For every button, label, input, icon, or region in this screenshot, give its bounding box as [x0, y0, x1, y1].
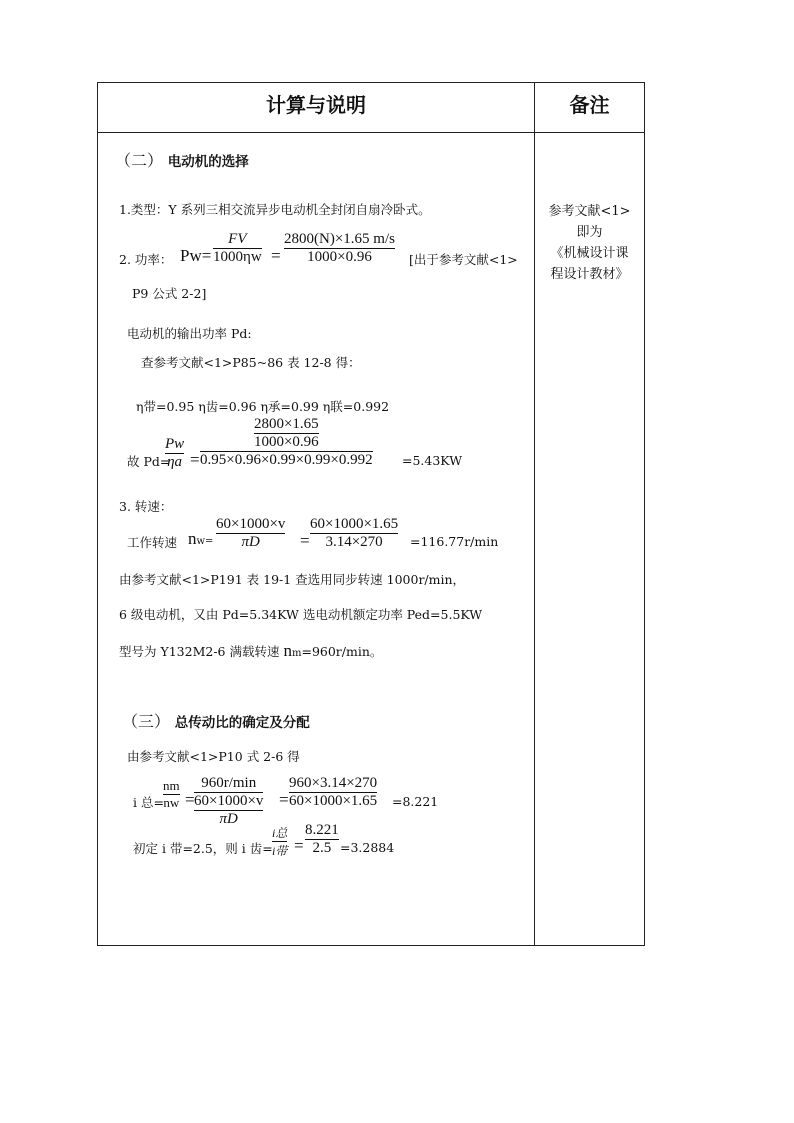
fraction-numerator: FV	[228, 231, 247, 247]
fraction-denominator: nw	[163, 795, 180, 810]
inner-fraction	[254, 416, 319, 451]
fraction-denominator: 60×1000×1.65	[289, 793, 378, 809]
fraction-i-values	[305, 822, 339, 857]
n-symbol: n	[188, 529, 197, 548]
i-total-label: i 总=	[133, 795, 164, 810]
inner-numerator: 2800×1.65	[253, 416, 319, 432]
equals-sign: =	[190, 450, 200, 469]
note-line: 参考文献<1>	[548, 204, 631, 219]
compound-denominator	[194, 793, 263, 828]
model-line	[119, 641, 382, 661]
ref-line: 由参考文献<1>P10 式 2-6 得	[127, 749, 300, 764]
fraction-denominator: ηa	[167, 454, 183, 470]
fraction-numerator: Pw	[165, 436, 185, 452]
model-suffix: =960r/min。	[301, 644, 383, 659]
equals-sign: =	[271, 246, 281, 265]
i-gear-result: =3.2884	[340, 840, 395, 855]
fraction-fv	[213, 231, 262, 266]
fraction-numerator: 960×3.14×270	[289, 775, 378, 791]
fraction-numerator: nm	[163, 778, 180, 793]
init-line: 初定 i 带=2.5，则 i 齿=	[133, 841, 273, 856]
source-ref-cont: P9 公式 2-2]	[132, 286, 207, 301]
fraction-nm-nw	[163, 778, 180, 811]
inner-denominator: πD	[194, 810, 263, 828]
fraction-ratio-values	[289, 775, 377, 810]
equals-sign: =	[185, 790, 195, 809]
pd-label: 电动机的输出功率 Pd:	[127, 326, 252, 341]
section-three-title	[122, 709, 310, 732]
pd-result: =5.43KW	[402, 453, 463, 468]
speed-title: 3. 转速：	[119, 499, 173, 514]
sync-line: 由参考文献<1>P191 表 19-1 查选用同步转速 1000r/min，	[119, 572, 466, 587]
n-symbol: n	[283, 641, 292, 660]
notes-cell	[535, 201, 644, 285]
equals-sign: =	[300, 531, 310, 550]
source-ref: [出于参考文献<1>	[409, 252, 518, 267]
fraction-pd	[165, 436, 184, 471]
fraction-pd-compound	[200, 416, 373, 469]
fraction-numerator: 8.221	[305, 822, 339, 838]
fraction-power	[284, 231, 395, 266]
fraction-denominator: 3.14×270	[325, 534, 383, 550]
fraction-numerator: 2800(N)×1.65 m/s	[284, 231, 395, 247]
efficiency-line: η带=0.95 η齿=0.96 η承=0.99 η联=0.992	[136, 399, 390, 414]
fraction-denominator: πD	[241, 534, 260, 550]
fraction-nw-values	[310, 516, 398, 551]
inner-numerator: 60×1000×v	[194, 793, 264, 809]
fraction-numerator: 960r/min	[201, 775, 257, 791]
fraction-nw	[216, 516, 285, 551]
model-prefix: 型号为 Y132M2-6 满载转速	[119, 644, 280, 659]
header-divider	[98, 132, 644, 133]
i-total-result: =8.221	[392, 794, 439, 809]
pd-prefix: 故 Pd=	[127, 454, 171, 469]
n-subscript: m	[291, 648, 302, 659]
section-title: 电动机的选择	[167, 154, 249, 170]
section-number: （三）	[122, 712, 171, 731]
nw-symbol	[188, 529, 213, 549]
header-notes: 备注	[569, 93, 610, 117]
header-calc: 计算与说明	[266, 93, 366, 117]
motor-line: 6 级电动机，又由 Pd=5.34KW 选电动机额定功率 Ped=5.5KW	[119, 607, 483, 622]
nw-result: =116.77r/min	[410, 534, 499, 549]
fraction-denominator: 2.5	[312, 840, 332, 856]
section-title: 总传动比的确定及分配	[174, 715, 310, 731]
fraction-denominator: 0.95×0.96×0.99×0.99×0.992	[200, 452, 373, 468]
fraction-denominator: 1000×0.96	[307, 249, 372, 265]
note-line: 《机械设计课	[550, 246, 629, 261]
fraction-numerator: 60×1000×1.65	[310, 516, 399, 532]
note-line: 程设计教材》	[550, 267, 629, 282]
nw-label: 工作转速	[127, 535, 178, 550]
power-label: 2. 功率：	[119, 252, 173, 267]
inner-denominator: 1000×0.96	[253, 434, 319, 450]
note-line: 即为	[576, 225, 603, 240]
type-line: 1.类型：Y 系列三相交流异步电动机全封闭自扇冷卧式。	[119, 202, 431, 217]
section-two-title	[115, 148, 249, 171]
equals-sign: =	[294, 836, 304, 855]
fraction-denominator: i带	[272, 844, 288, 858]
lookup-line: 查参考文献<1>P85~86 表 12-8 得：	[141, 355, 361, 370]
section-number: （二）	[115, 151, 164, 170]
equals-sign: =	[279, 790, 289, 809]
fraction-speed-ratio	[194, 775, 263, 828]
fraction-numerator: i总	[272, 826, 288, 840]
fraction-numerator: 60×1000×v	[216, 516, 286, 532]
n-subscript: w=	[196, 536, 214, 547]
pw-symbol: Pw=	[180, 246, 212, 265]
fraction-denominator: 1000ηw	[213, 249, 262, 265]
fraction-i-ratio	[272, 824, 287, 859]
